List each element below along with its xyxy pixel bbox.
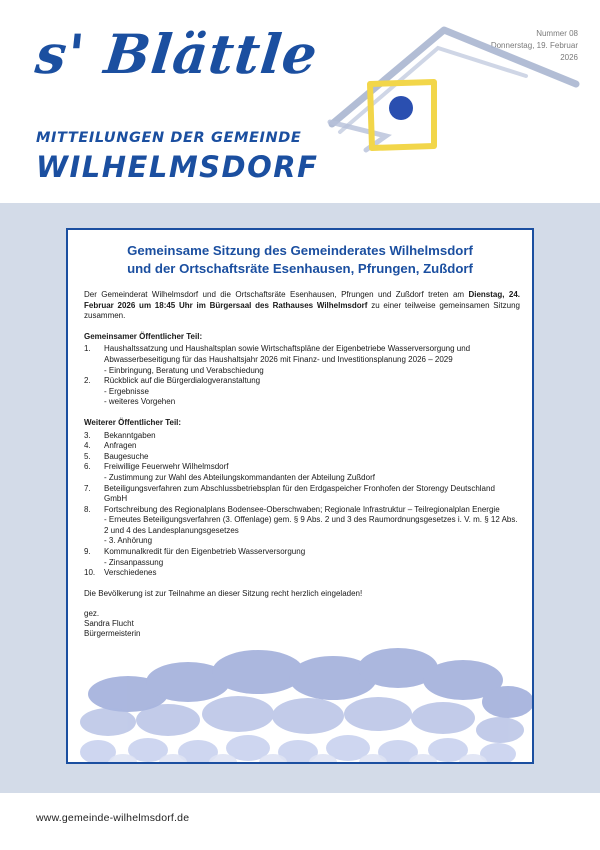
agenda-item-title: Bekanntgaben <box>104 430 156 440</box>
agenda-item-text <box>104 376 520 408</box>
agenda-item-number: 5. <box>84 451 91 461</box>
agenda-item-subpoint: - Erneutes Beteiligungsverfahren (3. Offenlage) gem. § 9 Abs. 2 und 3 des Raumordnungsgesetzes i. V. m. § 12 Abs. 2 und 4 des Landesplanungsgesetzes <box>104 515 518 535</box>
section2-heading: Weiterer Öffentlicher Teil: <box>84 417 182 427</box>
meeting-notice <box>66 228 534 764</box>
agenda-item-title: Beteiligungsverfahren zum Abschlussbetriebsplan für den Erdgaspeicher Fronhofen der Storengy Deutschland GmbH <box>104 483 495 504</box>
agenda-item-text <box>104 568 520 579</box>
agenda-item <box>84 344 520 376</box>
agenda-item-text <box>104 462 520 483</box>
website-link[interactable]: www.gemeinde-wilhelmsdorf.de <box>36 812 190 824</box>
agenda-item-number: 10. <box>84 568 96 578</box>
issue-number: Nummer 08 <box>536 29 578 38</box>
agenda-list-further <box>84 431 520 579</box>
agenda-item-number: 3. <box>84 430 91 440</box>
intro-text: Der Gemeinderat Wilhelmsdorf und die Ortschaftsräte Esenhausen, Pfrungen und Zußdorf treten am <box>84 290 465 299</box>
brand-subtitle: MITTEILUNGEN DER GEMEINDE <box>36 130 302 146</box>
agenda-item <box>84 505 520 547</box>
agenda-item-subpoint: - Einbringung, Beratung und Verabschiedung <box>104 365 264 375</box>
signature-prefix: gez. <box>84 609 100 619</box>
agenda-item-title: Rückblick auf die Bürgerdialogveranstaltung <box>104 376 261 386</box>
agenda-item <box>84 452 520 463</box>
agenda-item <box>84 431 520 442</box>
signature-title: Bürgermeisterin <box>84 629 141 639</box>
agenda-item-text <box>104 484 520 505</box>
agenda-item-text <box>104 547 520 568</box>
agenda-item-subpoint: - weiteres Vorgehen <box>104 397 176 407</box>
agenda-item <box>84 462 520 483</box>
town-name: WILHELMSDORF <box>36 150 319 184</box>
notice-title-line2: und der Ortschaftsräte Esenhausen, Pfrungen, Zußdorf <box>127 261 473 276</box>
agenda-item-subpoint: - Zustimmung zur Wahl des Abteilungskommandanten der Abteilung Zußdorf <box>104 472 375 482</box>
agenda-item-title: Kommunalkredit für den Eigenbetrieb Wasserversorgung <box>104 547 306 557</box>
agenda-item-subpoint: - Ergebnisse <box>104 386 149 396</box>
masthead <box>0 0 600 203</box>
signature-name: Sandra Flucht <box>84 619 134 629</box>
agenda-item-subpoint: - 3. Anhörung <box>104 536 153 546</box>
agenda-item-text <box>104 441 520 452</box>
agenda-item-number: 1. <box>84 344 91 354</box>
notice-body <box>84 290 520 639</box>
agenda-item-number: 2. <box>84 376 91 386</box>
house-logo-icon <box>326 24 586 154</box>
intro-paragraph <box>84 290 520 322</box>
agenda-item <box>84 376 520 408</box>
speech-bubbles-illustration <box>68 642 532 762</box>
agenda-item-title: Baugesuche <box>104 451 149 461</box>
brand-title: s' Blättle <box>32 22 322 86</box>
section1-heading: Gemeinsamer Öffentlicher Teil: <box>84 331 203 341</box>
agenda-item-title: Anfragen <box>104 441 137 451</box>
agenda-item-number: 7. <box>84 483 91 493</box>
agenda-item <box>84 547 520 568</box>
agenda-item <box>84 568 520 579</box>
agenda-item-text <box>104 344 520 376</box>
agenda-item-text <box>104 431 520 442</box>
closing-text: Die Bevölkerung ist zur Teilnahme an dieser Sitzung recht herzlich eingeladen! <box>84 588 363 598</box>
agenda-item <box>84 441 520 452</box>
agenda-item-number: 8. <box>84 504 91 514</box>
agenda-item <box>84 484 520 505</box>
agenda-item-title: Freiwillige Feuerwehr Wilhelmsdorf <box>104 462 229 472</box>
agenda-item-text <box>104 452 520 463</box>
agenda-item-subpoint: - Zinsanpassung <box>104 557 164 567</box>
agenda-item-title: Verschiedenes <box>104 568 157 578</box>
signature-block <box>84 609 520 639</box>
notice-title <box>78 242 522 278</box>
intro-date-place: Dienstag, 24. Februar 2026 um 18:45 Uhr im Bürgersaal des Rathauses Wilhelmsdorf <box>84 290 520 310</box>
notice-title-line1: Gemeinsame Sitzung des Gemeinderates Wilhelmsdorf <box>127 243 473 258</box>
agenda-item-number: 4. <box>84 441 91 451</box>
intro-text-end: zu einer teilweise gemeinsamen Sitzung zusammen. <box>84 300 520 321</box>
agenda-item-title: Haushaltssatzung und Haushaltsplan sowie Wirtschaftspläne der Eigenbetriebe Wasserversorgung und Abwasserbeseitigung für das Haushaltsjahr 2026 mit Finanz- und Investitionsplanung 2026 – 2029 <box>104 344 471 364</box>
agenda-item-number: 6. <box>84 462 91 472</box>
issue-date: Donnerstag, 19. Februar 2026 <box>490 41 578 62</box>
agenda-item-number: 9. <box>84 547 91 557</box>
agenda-item-text <box>104 505 520 547</box>
agenda-list-common <box>84 344 520 408</box>
agenda-item-title: Fortschreibung des Regionalplans Bodensee-Oberschwaben; Regionale Infrastruktur – Teilregionalplan Energie <box>104 504 500 514</box>
